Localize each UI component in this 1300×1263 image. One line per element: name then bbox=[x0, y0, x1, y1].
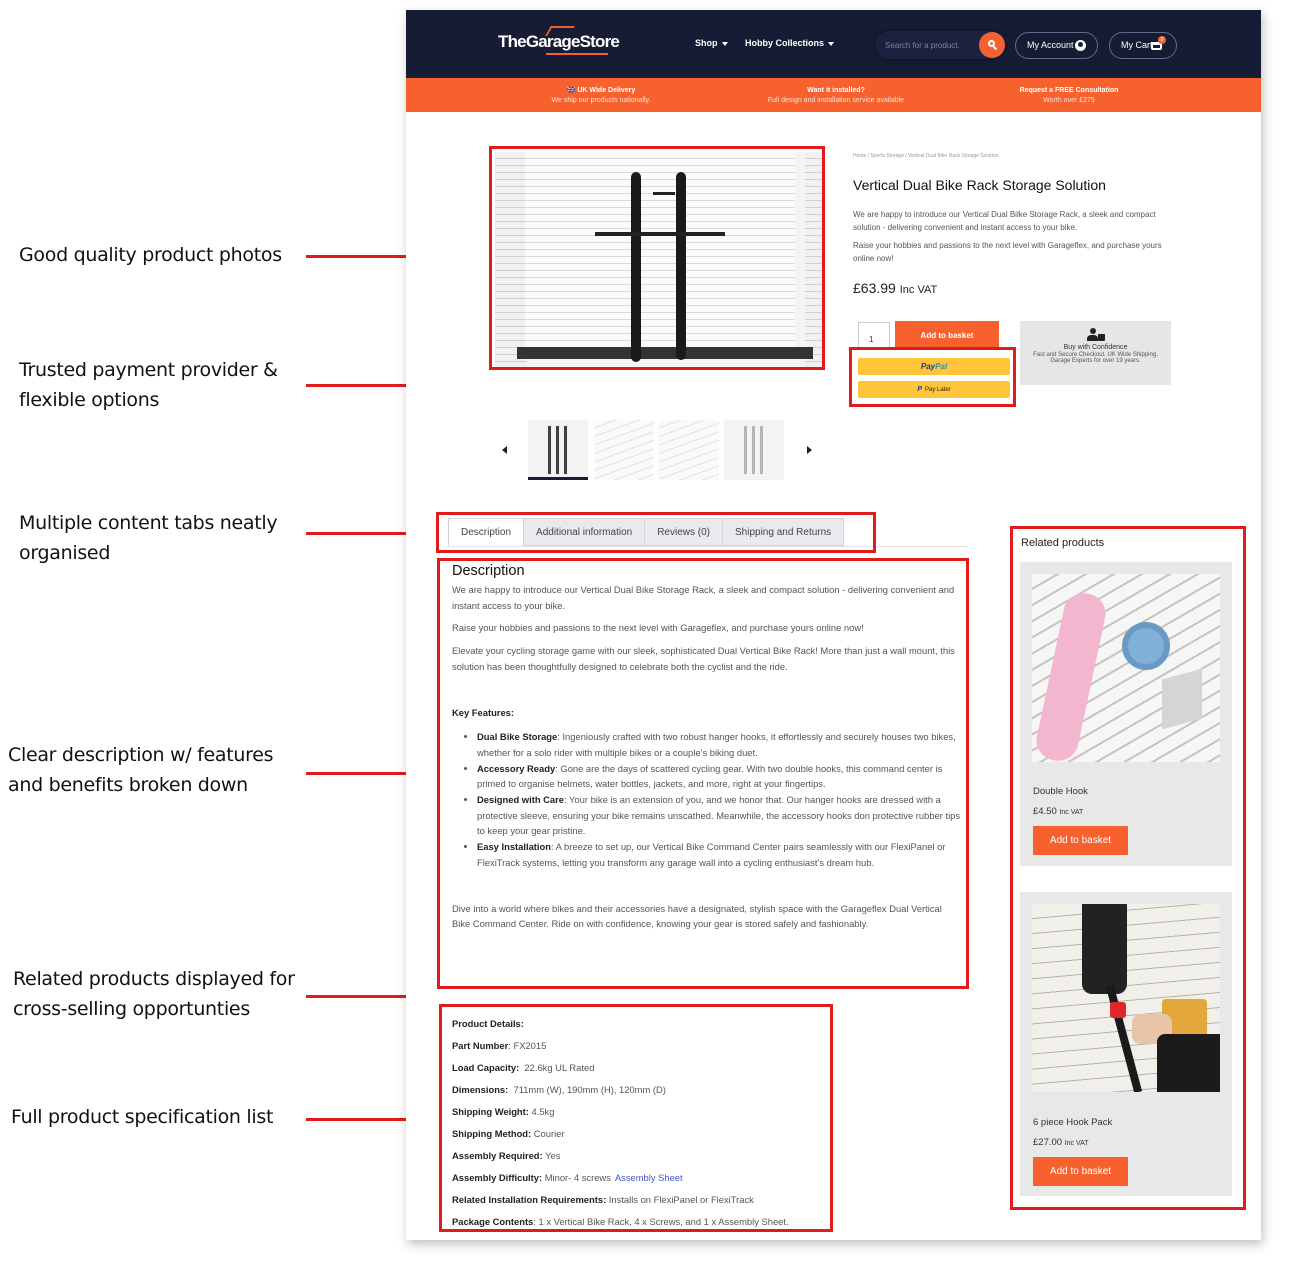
product-title: Vertical Dual Bike Rack Storage Solution bbox=[853, 177, 1106, 193]
annotation-tabs: Multiple content tabs neatly organised bbox=[19, 512, 278, 564]
key-features-label: Key Features: bbox=[452, 706, 515, 718]
related-product-image[interactable] bbox=[1032, 574, 1220, 762]
user-icon bbox=[1075, 40, 1086, 51]
spec-row: Dimensions: 711mm (W), 190mm (H), 120mm (D) bbox=[452, 1084, 666, 1095]
promo-installation[interactable]: Want it installed? Full design and installation service available bbox=[767, 87, 905, 104]
nav-shop[interactable]: Shop bbox=[695, 38, 728, 48]
thumbnail-1[interactable] bbox=[528, 420, 588, 480]
add-to-basket-button[interactable]: Add to basket bbox=[895, 321, 999, 349]
search-bar bbox=[875, 31, 1005, 59]
my-account-button[interactable]: My Account bbox=[1015, 32, 1098, 59]
chevron-down-icon bbox=[722, 42, 728, 46]
spec-row: Shipping Weight: 4.5kg bbox=[452, 1106, 555, 1117]
bike-image bbox=[631, 172, 641, 362]
product-short-description: We are happy to introduce our Vertical Dual Bilke Storage Rack, a sleek and compact solution - delivering convenient and instant access to your bike. Raise your hobbies and passions to the next level with Garageflex, and purchase yours online now! bbox=[853, 210, 1162, 263]
bike-image bbox=[676, 172, 686, 360]
quantity-input[interactable] bbox=[858, 322, 890, 348]
tab-shipping-returns[interactable]: Shipping and Returns bbox=[722, 518, 844, 546]
spec-row: Load Capacity: 22.6kg UL Rated bbox=[452, 1062, 595, 1073]
paypal-button[interactable]: PayPal bbox=[858, 358, 1010, 375]
annotation-description: Clear description w/ features and benefits broken down bbox=[8, 744, 274, 796]
thumbnail-3[interactable] bbox=[659, 420, 719, 480]
related-add-to-basket-button[interactable]: Add to basket bbox=[1033, 826, 1128, 855]
shovel-image bbox=[1082, 904, 1127, 994]
annotation-product-photos: Good quality product photos bbox=[19, 244, 282, 266]
related-product-price: £27.00 Inc VAT bbox=[1033, 1137, 1089, 1148]
product-page bbox=[406, 10, 1261, 1240]
search-input[interactable] bbox=[885, 38, 970, 52]
thumbnail-next-arrow[interactable] bbox=[807, 446, 812, 454]
related-product-card bbox=[1020, 892, 1232, 1196]
description-closing: Dive into a world where bikes and their accessories have a designated, stylish space with the Garageflex Dual Vertical Bike Command Center. Ride on with confidence, knowing your gear is stored safely and fashionably. bbox=[452, 902, 942, 930]
feature-item: • Designed with Care: Your bike is an extension of you, and we honor that. Our hanger hooks are dressed with a protective sleeve, ensuring your bike remains unscathed. Meanwhile, the accessory hooks don protective rubber tips to keep your gear pristine. bbox=[477, 792, 962, 839]
spec-row: Part Number: FX2015 bbox=[452, 1040, 547, 1051]
description-heading: Description bbox=[452, 563, 525, 579]
product-details: Product Details: Part Number: FX2015 Load Capacity: 22.6kg UL Rated Dimensions: 711mm (W), 190mm (H), 120mm (D) Shipping Weight: 4.5kg Shipping Method: Courier Assembly Required: Yes Assembly Difficulty: Minor- 4 screws Assembly Sheet Related Installation Requirements: Installs on FlexiPanel or FlexiTrack Package Contents: 1 x Vertical Bike Rack, 4 x Screws, and 1 x Assembly Sheet. bbox=[452, 1013, 789, 1233]
thumbnail-2[interactable] bbox=[594, 420, 654, 480]
related-product-name[interactable]: 6 piece Hook Pack bbox=[1033, 1117, 1113, 1128]
product-price: £63.99 Inc VAT bbox=[853, 280, 938, 296]
chevron-down-icon bbox=[828, 42, 834, 46]
promo-bar bbox=[406, 78, 1261, 112]
buy-with-confidence-box: Buy with Confidence Fast and Secure Checkout. UK Wide Shipping. Garage Experts for over 19 years. bbox=[1020, 321, 1171, 385]
related-products-title: Related products bbox=[1021, 537, 1105, 549]
feature-item: • Easy Installation: A breeze to set up, our Vertical Bike Command Center pairs seamlessly with our FlexiPanel or FlexiTrack systems, letting you transform any garage wall into a cycling enthusiast’s dream hub. bbox=[477, 839, 962, 870]
tab-additional-information[interactable]: Additional information bbox=[523, 518, 644, 546]
my-cart-button[interactable]: My Cart 0 bbox=[1109, 32, 1177, 59]
related-product-price: £4.50 Inc VAT bbox=[1033, 806, 1084, 817]
promo-consultation[interactable]: Request a FREE Consultation Worth over £275 bbox=[1019, 87, 1119, 104]
spec-row: Assembly Required: Yes bbox=[452, 1150, 561, 1161]
tab-divider bbox=[448, 546, 968, 547]
feature-list bbox=[477, 729, 962, 870]
related-product-name[interactable]: Double Hook bbox=[1033, 786, 1088, 797]
feature-item: • Accessory Ready: Gone are the days of scattered cycling gear. With two double hooks, this command center is primed to organise helmets, water bottles, jackets, and more, right at your fingertips. bbox=[477, 761, 962, 792]
thumbnail-prev-arrow[interactable] bbox=[502, 446, 507, 454]
related-add-to-basket-button[interactable]: Add to basket bbox=[1033, 1157, 1128, 1186]
related-product-image[interactable] bbox=[1032, 904, 1220, 1092]
annotation-specs: Full product specification list bbox=[11, 1106, 274, 1128]
promo-delivery[interactable]: 🇬🇧 UK Wide Delivery We ship our products nationally. bbox=[551, 87, 651, 104]
related-product-card bbox=[1020, 562, 1232, 866]
description-panel: Description We are happy to introduce our Vertical Dual Bike Storage Rack, a sleek and compact solution - delivering convenient and instant access to your bike. Raise your hobbies and passions to the next level with Garageflex, and purchase yours online now! Elevate your cycling storage game with our sleek, sophisticated Dual Vertical Bike Rack! More than just a wall mount, this solution has been thoughtfully designed to celebrate both the cyclist and the ride. Key Features: • Dual Bike Storage: Ingeniously crafted with two robust hanger hooks, it effortlessly and securely houses two bikes, whether for a solo rider with multiple bikes or a couple’s biking duet. • Accessory Ready: Gone are the days of scattered cycling gear. With two double hooks, this command center is primed to organise helmets, water bottles, jackets, and more, right at your fingertips. • Designed with Care: Your bike is an extension of you, and we honor that. Our hanger hooks are dressed with a protective sleeve, ensuring your bike remains unscathed. Meanwhile, the accessory hooks don protective rubber tips to keep your gear pristine. • Easy Installation: A breeze to set up, our Vertical Bike Command Center pairs seamlessly with our FlexiPanel or FlexiTrack systems, letting you transform any garage wall into a cycling enthusiast’s dream hub. Dive into a world where bikes and their accessories have a designated, stylish space with the Garageflex Dual Vertical Bike Command Center. Ride on with confidence, knowing your gear is stored safely and fashionably. bbox=[452, 562, 962, 939]
annotation-payment: Trusted payment provider & flexible options bbox=[19, 359, 278, 411]
thumbnail-4[interactable] bbox=[724, 420, 784, 480]
product-tabs bbox=[448, 518, 844, 546]
annotation-related: Related products displayed for cross-selling opportunties bbox=[13, 968, 295, 1020]
tab-description[interactable]: Description bbox=[448, 518, 523, 546]
nav-hobby-collections[interactable]: Hobby Collections bbox=[745, 38, 834, 48]
spec-row: Assembly Difficulty: Minor- 4 screws Assembly Sheet bbox=[452, 1172, 683, 1183]
secure-user-lock-icon bbox=[1087, 328, 1105, 342]
spec-row: Package Contents: 1 x Vertical Bike Rack, 4 x Screws, and 1 x Assembly Sheet. bbox=[452, 1216, 789, 1227]
search-button[interactable] bbox=[979, 32, 1005, 58]
feature-item: • Dual Bike Storage: Ingeniously crafted with two robust hanger hooks, it effortlessly and securely houses two bikes, whether for a solo rider with multiple bikes or a couple’s biking duet. bbox=[477, 729, 962, 760]
assembly-sheet-link[interactable]: Assembly Sheet bbox=[614, 1172, 683, 1183]
spec-row: Shipping Method: Courier bbox=[452, 1128, 565, 1139]
site-logo[interactable]: TheGarageStore bbox=[498, 32, 619, 52]
paypal-pay-later-button[interactable]: P Pay Later bbox=[858, 381, 1010, 398]
product-main-image[interactable] bbox=[495, 152, 823, 367]
breadcrumb[interactable]: Home / Sports Storage / Vertical Dual Bike Rack Storage Solution bbox=[853, 153, 999, 159]
site-header bbox=[406, 10, 1261, 78]
tab-reviews[interactable]: Reviews (0) bbox=[644, 518, 722, 546]
skateboard-image bbox=[1033, 589, 1109, 762]
paypal-icon: P bbox=[917, 386, 922, 393]
cart-count-badge: 0 bbox=[1158, 36, 1166, 44]
spec-row: Related Installation Requirements: Installs on FlexiPanel or FlexiTrack bbox=[452, 1194, 754, 1205]
